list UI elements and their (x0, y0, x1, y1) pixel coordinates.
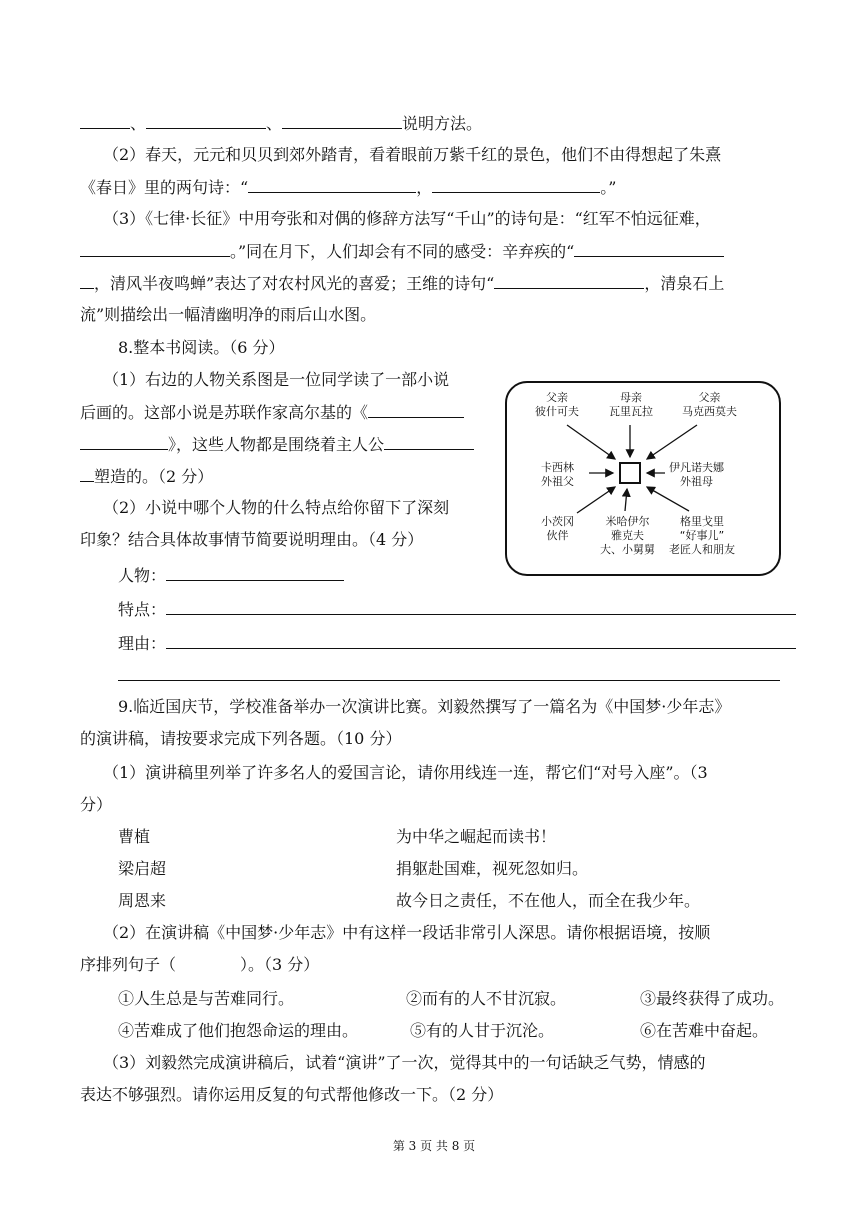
sentence-option: ②而有的人不甘沉寂。 (406, 989, 567, 1008)
answer-blank[interactable] (282, 112, 402, 129)
arrow (647, 487, 689, 511)
q9-title-line2: 的演讲稿，请按要求完成下列各题。（10 分） (80, 729, 402, 748)
q9-p1-line2: 分） (80, 795, 113, 814)
q9-p3-line1: （3）刘毅然完成演讲稿后，试着“演讲”了一次，觉得其中的一句话缺乏气势，情感的 (103, 1053, 706, 1072)
sentence-option: ④苦难成了他们抱怨命运的理由。 (118, 1021, 359, 1040)
q7-line1: 、 、 说明方法。 (80, 112, 482, 135)
arrow (577, 487, 615, 513)
character-relationship-diagram (505, 381, 781, 576)
protagonist-box (619, 462, 641, 484)
q8-p1-line2: 后画的。这部小说是苏联作家高尔基的《 (80, 401, 464, 424)
answer-blank[interactable] (80, 112, 130, 129)
node-uncles: 米哈伊尔 雅克夫 大、小舅舅 (600, 515, 655, 556)
answer-blank[interactable] (384, 433, 474, 450)
node-grandfather: 卡西林 外祖父 (541, 461, 574, 488)
q8-trait-row: 特点： (118, 598, 796, 621)
arrow (625, 489, 627, 511)
answer-blank[interactable] (146, 112, 266, 129)
sentence-option: ③最终获得了成功。 (640, 989, 785, 1008)
q7-p2-line2: 《春日》里的两句诗：“ ， 。” (80, 178, 617, 197)
person-input[interactable] (166, 564, 344, 581)
q7-p3-line4: 流”则描绘出一幅清幽明净的雨后山水图。 (80, 305, 377, 324)
q8-p1-line4: 塑造的。（2 分） (80, 465, 213, 488)
q8-person-row: 人物： (118, 564, 344, 587)
answer-blank[interactable] (494, 272, 644, 289)
answer-blank[interactable] (80, 272, 94, 289)
reason-input[interactable] (166, 632, 796, 649)
node-mother: 母亲 瓦里瓦拉 (609, 391, 653, 418)
q9-title-line1: 9.临近国庆节，学校准备举办一次演讲比赛。刘毅然撰写了一篇名为《中国梦·少年志》 (118, 697, 731, 716)
matching-quote[interactable]: 故今日之责任，不在他人，而全在我少年。 (396, 891, 701, 910)
matching-name[interactable]: 梁启超 (118, 859, 167, 878)
matching-quote[interactable]: 为中华之崛起而读书！ (396, 827, 557, 846)
answer-blank[interactable] (80, 433, 168, 450)
node-craftsman: 格里戈里 “好事儿” 老匠人和朋友 (669, 515, 735, 556)
answer-blank[interactable] (80, 465, 94, 482)
matching-quote[interactable]: 捐躯赴国难，视死忽如归。 (396, 859, 589, 878)
node-father-left: 父亲 彼什可夫 (535, 391, 579, 418)
q8-p1-line1: （1）右边的人物关系图是一位同学读了一部小说 (103, 370, 450, 389)
q7-p3-line3: ，清风半夜鸣蝉”表达了对农村风光的喜爱；王维的诗句“ ，清泉石上 (80, 272, 724, 295)
node-grandmother: 伊凡诺夫娜 外祖母 (669, 461, 724, 488)
answer-blank[interactable] (368, 401, 464, 418)
sentence-option: ⑤有的人甘于沉沦。 (410, 1021, 555, 1040)
q7-p2-line1: （2）春天，元元和贝贝到郊外踏青，看着眼前万紫千红的景色，他们不由得想起了朱熹 (103, 145, 722, 164)
answer-blank[interactable] (574, 240, 724, 257)
reason-input-line2[interactable] (118, 664, 780, 681)
sentence-option: ⑥在苦难中奋起。 (640, 1021, 769, 1040)
q9-p1-line1: （1）演讲稿里列举了许多名人的爱国言论，请你用线连一连，帮它们“对号入座”。（3 (103, 763, 708, 782)
matching-name[interactable]: 周恩来 (118, 891, 167, 910)
q8-p1-line3: 》，这些人物都是围绕着主人公 (80, 433, 474, 456)
q9-p3-line2: 表达不够强烈。请你运用反复的句式帮他修改一下。（2 分） (80, 1085, 504, 1104)
answer-blank[interactable] (432, 176, 600, 193)
q9-p2-line2: 序排列句子（ ）。（3 分） (80, 955, 320, 974)
arrow (567, 425, 615, 459)
q8-title: 8.整本书阅读。（6 分） (118, 338, 285, 357)
q8-p2-line1: （2）小说中哪个人物的什么特点给你留下了深刻 (103, 498, 450, 517)
node-father-right: 父亲 马克西莫夫 (682, 391, 737, 418)
q9-p2-line1: （2）在演讲稿《中国梦·少年志》中有这样一段话非常引人深思。请你根据语境，按顺 (103, 923, 711, 942)
trait-input[interactable] (166, 598, 796, 615)
page-footer: 第 3 页 共 8 页 (392, 1139, 476, 1153)
q8-reason-row: 理由： (118, 632, 796, 655)
node-companion: 小茨冈 伙伴 (541, 515, 574, 542)
q7-p3-line1: （3）《七律·长征》中用夸张和对偶的修辞方法写“千山”的诗句是：“红军不怕远征难， (103, 209, 711, 228)
sentence-option: ①人生总是与苦难同行。 (118, 989, 295, 1008)
arrow (647, 425, 697, 459)
q8-p2-line2: 印象？结合具体故事情节简要说明理由。（4 分） (80, 530, 424, 549)
answer-blank[interactable] (80, 240, 230, 257)
answer-blank[interactable] (248, 176, 416, 193)
matching-name[interactable]: 曹植 (118, 827, 151, 846)
q7-p3-line2: 。”同在月下，人们却会有不同的感受：辛弃疾的“ (80, 240, 724, 263)
